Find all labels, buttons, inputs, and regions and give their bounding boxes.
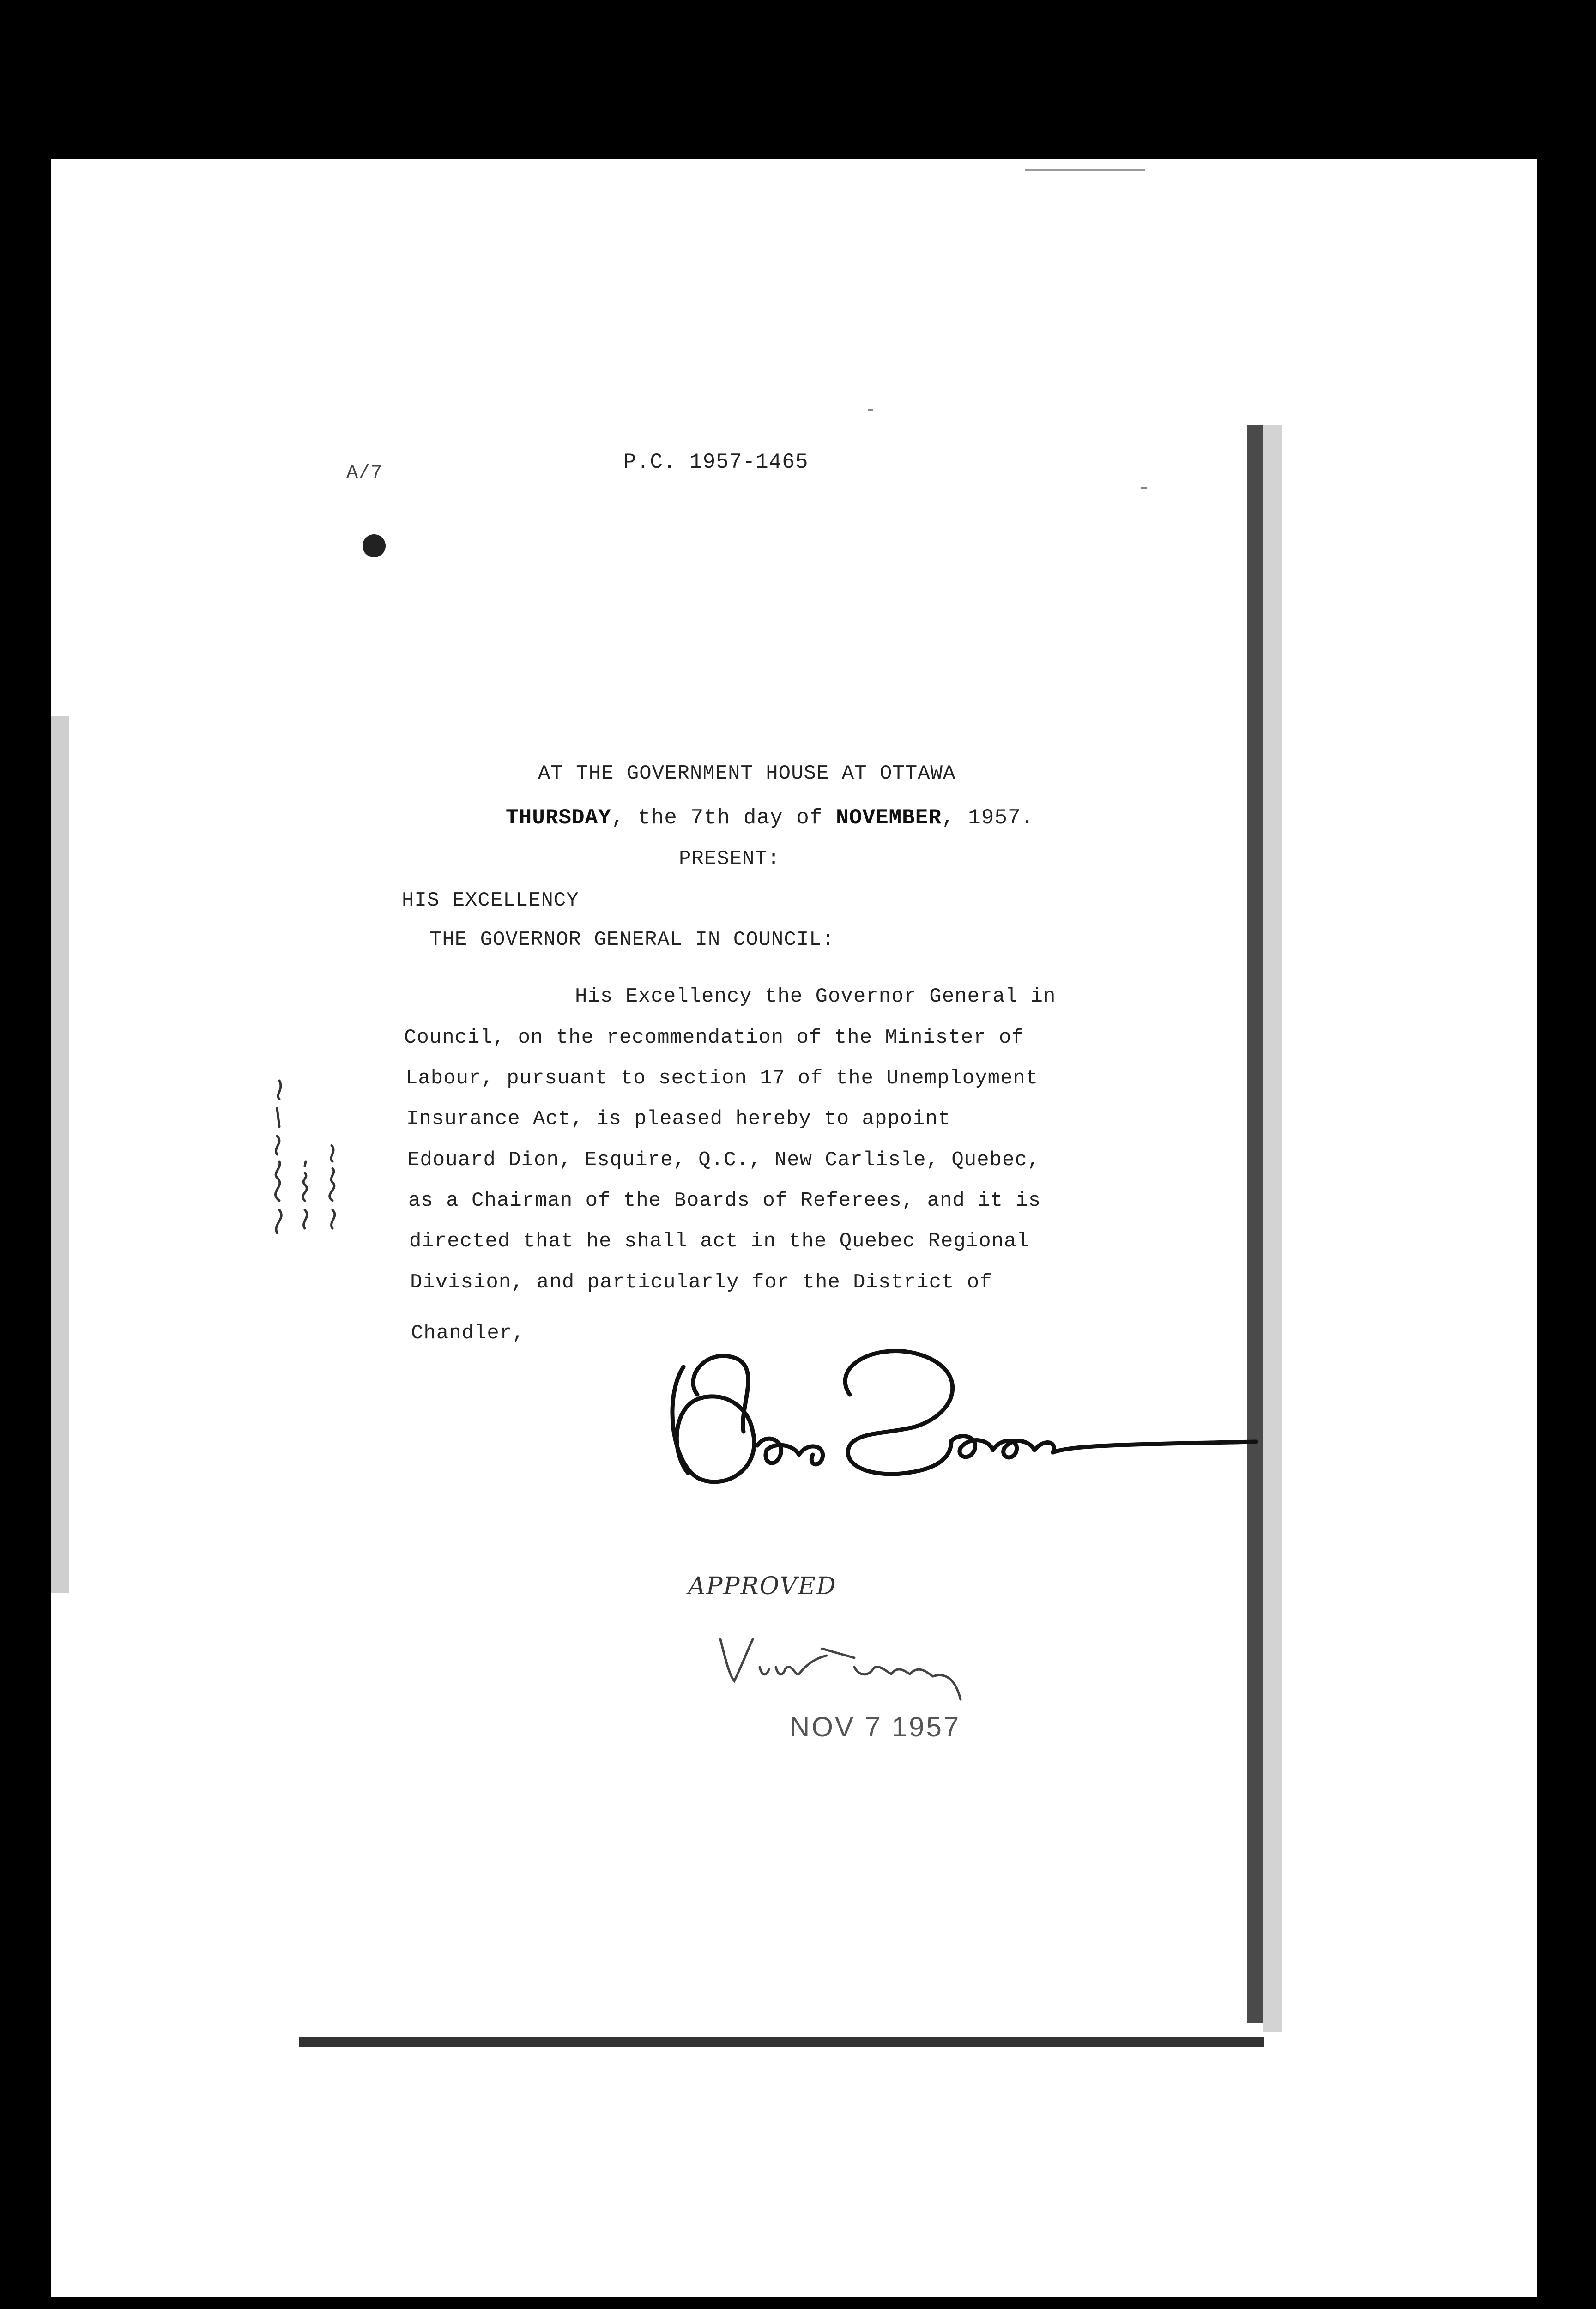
date-middle: , the 7th day of [611, 806, 836, 830]
order-number: P.C. 1957-1465 [623, 450, 809, 474]
body-line: directed that he shall act in the Quebec Regional [409, 1230, 1029, 1253]
body-line: Division, and particularly for the District of [410, 1271, 992, 1294]
scan-speck [1141, 487, 1147, 489]
scan-speck [1025, 169, 1145, 171]
file-reference: A/7 [346, 462, 383, 484]
punch-hole [363, 534, 386, 557]
approval-signature-image [716, 1630, 974, 1709]
signature-image [656, 1339, 1265, 1505]
date-month: NOVEMBER [836, 806, 942, 830]
body-line: His Excellency the Governor General in [575, 985, 1056, 1008]
date-day: THURSDAY [506, 806, 611, 830]
sheet-right-edge [1247, 425, 1264, 2023]
approved-label: APPROVED [688, 1572, 837, 1600]
sheet-bottom-edge [299, 2037, 1264, 2047]
approval-signature [716, 1630, 974, 1711]
body-line: as a Chairman of the Boards of Referees, and it is [408, 1189, 1041, 1212]
handwritten-margin-note [259, 1062, 351, 1247]
body-line: Edouard Dion, Esquire, Q.C., New Carlisle, Quebec, [407, 1148, 1040, 1172]
margin-note-image [259, 1062, 351, 1247]
present-label: PRESENT: [679, 847, 780, 870]
sheet-edge-shadow [1264, 425, 1282, 2032]
date-heading [506, 806, 1034, 830]
body-line: Insurance Act, is pleased hereby to appoint [406, 1107, 951, 1130]
place-heading: AT THE GOVERNMENT HOUSE AT OTTAWA [538, 762, 956, 785]
body-line: Council, on the recommendation of the Minister of [404, 1026, 1024, 1049]
date-year: , 1957. [941, 806, 1034, 830]
scan-speck [868, 409, 873, 411]
governor-general-label: THE GOVERNOR GENERAL IN COUNCIL: [429, 928, 834, 951]
his-excellency-label: HIS EXCELLENCY [402, 889, 579, 912]
approval-date-stamp: NOV 7 1957 [790, 1711, 961, 1742]
body-line: Chandler, [411, 1322, 525, 1345]
body-line: Labour, pursuant to section 17 of the Unemployment [405, 1067, 1039, 1090]
governor-signature [656, 1339, 1265, 1508]
